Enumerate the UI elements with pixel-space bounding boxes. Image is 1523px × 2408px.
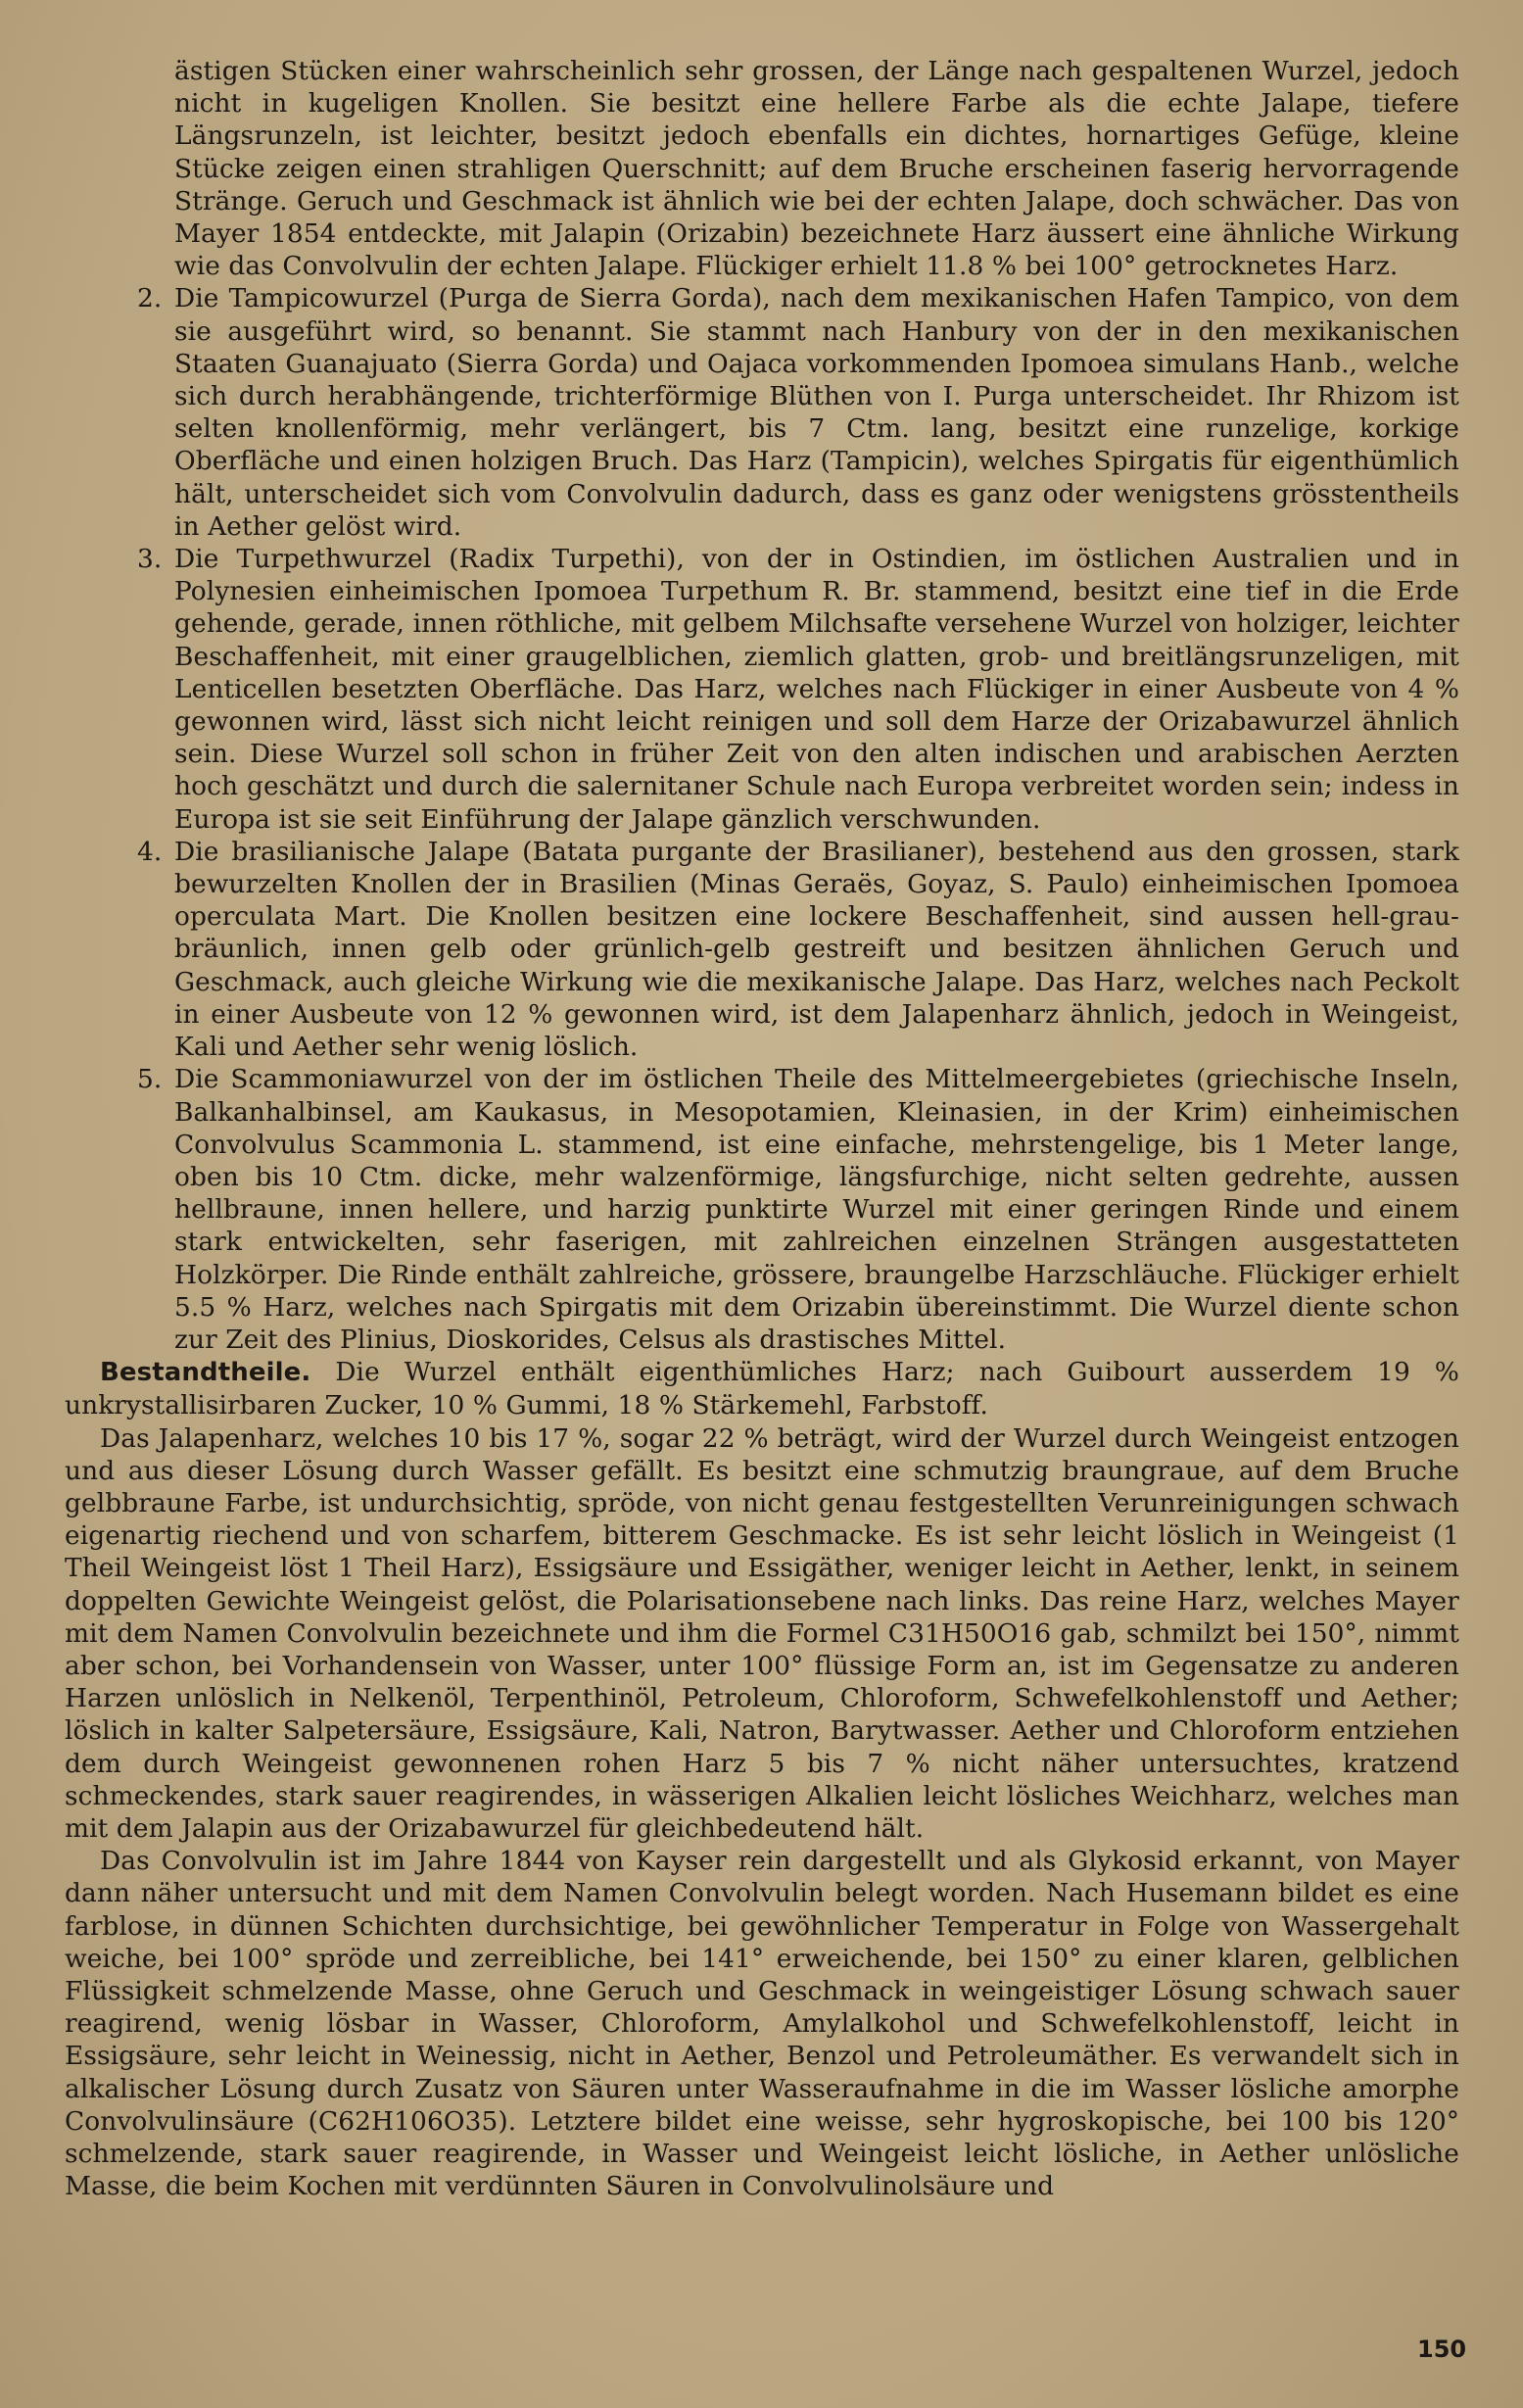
section-first-text: Die Wurzel enthält eigenthümliches Harz; nach Guibourt ausserdem 19 % unkrystallisirbaren Zucker, 10 % Gummi, 18 % Stärkemehl, Farbstoff. bbox=[65, 1357, 1459, 1421]
item-text: Die Turpethwurzel (Radix Turpethi), von der in Ostindien, im östlichen Australien und in Polynesien einheimischen Ipomoea Turpethum R. Br. stammend, besitzt eine tief in die Erde gehende, gerade, innen röthliche, mit gelbem Milchsafte versehene Wurzel von holziger, leichter Beschaffenheit, mit einer graugelblichen, ziemlich glatten, grob- und breitlängsrunzeligen, mit Lenticellen besetzten Oberfläche. Das Harz, welches nach Flückiger in einer Ausbeute von 4 % gewonnen wird, lässt sich nicht leicht reinigen und soll dem Harze der Orizabawurzel ähnlich sein. Diese Wurzel soll schon in früher Zeit von den alten indischen und arabischen Aerzten hoch geschätzt und durch die salernitaner Schule nach Europa verbreitet worden sein; indess in Europa ist sie seit Einführung der Jalape gänzlich verschwunden. bbox=[174, 544, 1459, 835]
list-item bbox=[137, 543, 1459, 836]
list-item bbox=[137, 282, 1459, 543]
section-heading: Bestandtheile. bbox=[100, 1358, 311, 1388]
item-number: 5. bbox=[137, 1064, 163, 1095]
section-first-paragraph bbox=[65, 1356, 1459, 1421]
convolvulin-paragraph: Das Convolvulin ist im Jahre 1844 von Kayser rein dargestellt und als Glykosid erkannt, von Mayer dann näher untersucht und mit dem Namen Convolvulin belegt worden. Nach Husemann bildet es eine farblose, in dünnen Schichten durchsichtige, bei gewöhnlicher Temperatur in Folge von Wassergehalt weiche, bei 100° spröde und zerreibliche, bei 141° erweichende, bei 150° zu einer klaren, gelblichen Flüssigkeit schmelzende Masse, ohne Geruch und Geschmack in weingeistiger Lösung schwach sauer reagirend, wenig lösbar in Wasser, Chloroform, Amylalkohol und Schwefelkohlenstoff, leicht in Essigsäure, sehr leicht in Weinessig, nicht in Aether, Benzol und Petroleumäther. Es verwandelt sich in alkalischer Lösung durch Zusatz von Säuren unter Wasseraufnahme in die im Wasser lösliche amorphe Convolvulinsäure (C62H106O35). Letztere bildet eine weisse, sehr hygroskopische, bei 100 bis 120° schmelzende, stark sauer reagirende, in Wasser und Weingeist leicht lösliche, in Aether unlösliche Masse, die beim Kochen mit verdünnten Säuren in Convolvulinolsäure und bbox=[65, 1846, 1459, 2202]
item-text: Die brasilianische Jalape (Batata purgante der Brasilianer), bestehend aus den grossen, stark bewurzelten Knollen der in Brasilien (Minas Geraës, Goyaz, S. Paulo) einheimischen Ipomoea operculata Mart. Die Knollen besitzen eine lockere Beschaffenheit, sind aussen hell-grau-bräunlich, innen gelb oder grünlich-gelb gestreift und besitzen ähnlichen Geruch und Geschmack, auch gleiche Wirkung wie die mexikanische Jalape. Das Harz, welches nach Peckolt in einer Ausbeute von 12 % gewonnen wird, ist dem Jalapenharz ähnlich, jedoch in Weingeist, Kali und Aether sehr wenig löslich. bbox=[174, 836, 1459, 1063]
item-text: Die Tampicowurzel (Purga de Sierra Gorda), nach dem mexikanischen Hafen Tampico, von dem sie ausgeführt wird, so benannt. Sie stammt nach Hanbury von der in den mexikanischen Staaten Guanajuato (Sierra Gorda) und Oajaca vorkommenden Ipomoea simulans Hanb., welche sich durch herabhängende, trichterförmige Blüthen von I. Purga unterscheidet. Ihr Rhizom ist selten knollenförmig, mehr verlängert, bis 7 Ctm. lang, besitzt eine runzelige, korkige Oberfläche und einen holzigen Bruch. Das Harz (Tampicin), welches Spirgatis für eigenthümlich hält, unterscheidet sich vom Convolvulin dadurch, dass es ganz oder wenigstens grösstentheils in Aether gelöst wird. bbox=[174, 283, 1459, 542]
intro-paragraph: ästigen Stücken einer wahrscheinlich sehr grossen, der Länge nach gespaltenen Wurzel, jedoch nicht in kugeligen Knollen. Sie besitzt eine hellere Farbe als die echte Jalape, tiefere Längsrunzeln, ist leichter, besitzt jedoch ebenfalls ein dichtes, hornartiges Gefüge, kleine Stücke zeigen einen strahligen Querschnitt; auf dem Bruche erscheinen faserig hervorragende Stränge. Geruch und Geschmack ist ähnlich wie bei der echten Jalape, doch schwächer. Das von Mayer 1854 entdeckte, mit Jalapin (Orizabin) bezeichnete Harz äussert eine ähnliche Wirkung wie das Convolvulin der echten Jalape. Flückiger erhielt 11.8 % bei 100° getrocknetes Harz. bbox=[174, 56, 1459, 282]
list-item bbox=[137, 1063, 1459, 1356]
list-item bbox=[137, 836, 1459, 1063]
page-body bbox=[65, 55, 1459, 2202]
constituents-section bbox=[65, 1356, 1459, 2202]
page-number: 150 bbox=[1417, 2336, 1467, 2363]
item-number: 3. bbox=[137, 544, 163, 575]
item-number: 4. bbox=[137, 836, 163, 867]
item-text: Die Scammoniawurzel von der im östlichen Theile des Mittelmeergebietes (griechische Inseln, Balkanhalbinsel, am Kaukasus, in Mesopotamien, Kleinasien, in der Krim) einheimischen Convolvulus Scammonia L. stammend, ist eine einfache, mehrstengelige, bis 1 Meter lange, oben bis 10 Ctm. dicke, mehr walzenförmige, längsfurchige, nicht selten gedrehte, aussen hellbraune, innen hellere, und harzig punktirte Wurzel mit einer geringen Rinde und einem stark entwickelten, sehr faserigen, mit zahlreichen einzelnen Strängen ausgestatteten Holzkörper. Die Rinde enthält zahlreiche, grössere, braungelbe Harzschläuche. Flückiger erhielt 5.5 % Harz, welches nach Spirgatis mit dem Orizabin übereinstimmt. Die Wurzel diente schon zur Zeit des Plinius, Dioskorides, Celsus als drastisches Mittel. bbox=[174, 1064, 1459, 1355]
jalapenharz-paragraph: Das Jalapenharz, welches 10 bis 17 %, sogar 22 % beträgt, wird der Wurzel durch Weingeist entzogen und aus dieser Lösung durch Wasser gefällt. Es besitzt eine schmutzig braungraue, auf dem Bruche gelbbraune Farbe, ist undurchsichtig, spröde, von nicht genau festgestellten Verunreinigungen schwach eigenartig riechend und von scharfem, bitterem Geschmacke. Es ist sehr leicht löslich in Weingeist (1 Theil Weingeist löst 1 Theil Harz), Essigsäure und Essigäther, weniger leicht in Aether, lenkt, in seinem doppelten Gewichte Weingeist gelöst, die Polarisationsebene nach links. Das reine Harz, welches Mayer mit dem Namen Convolvulin bezeichnete und ihm die Formel C31H50O16 gab, schmilzt bei 150°, nimmt aber schon, bei Vorhandensein von Wasser, unter 100° flüssige Form an, ist im Gegensatze zu anderen Harzen unlöslich in Nelkenöl, Terpenthinöl, Petroleum, Chloroform, Schwefelkohlenstoff und Aether; löslich in kalter Salpetersäure, Essigsäure, Kali, Natron, Barytwasser. Aether und Chloroform entziehen dem durch Weingeist gewonnenen rohen Harz 5 bis 7 % nicht näher untersuchtes, kratzend schmeckendes, stark sauer reagirendes, in wässerigen Alkalien leicht lösliches Weichharz, welches man mit dem Jalapin aus der Orizabawurzel für gleichbedeutend hält. bbox=[65, 1422, 1459, 1844]
item-number: 2. bbox=[137, 283, 163, 314]
